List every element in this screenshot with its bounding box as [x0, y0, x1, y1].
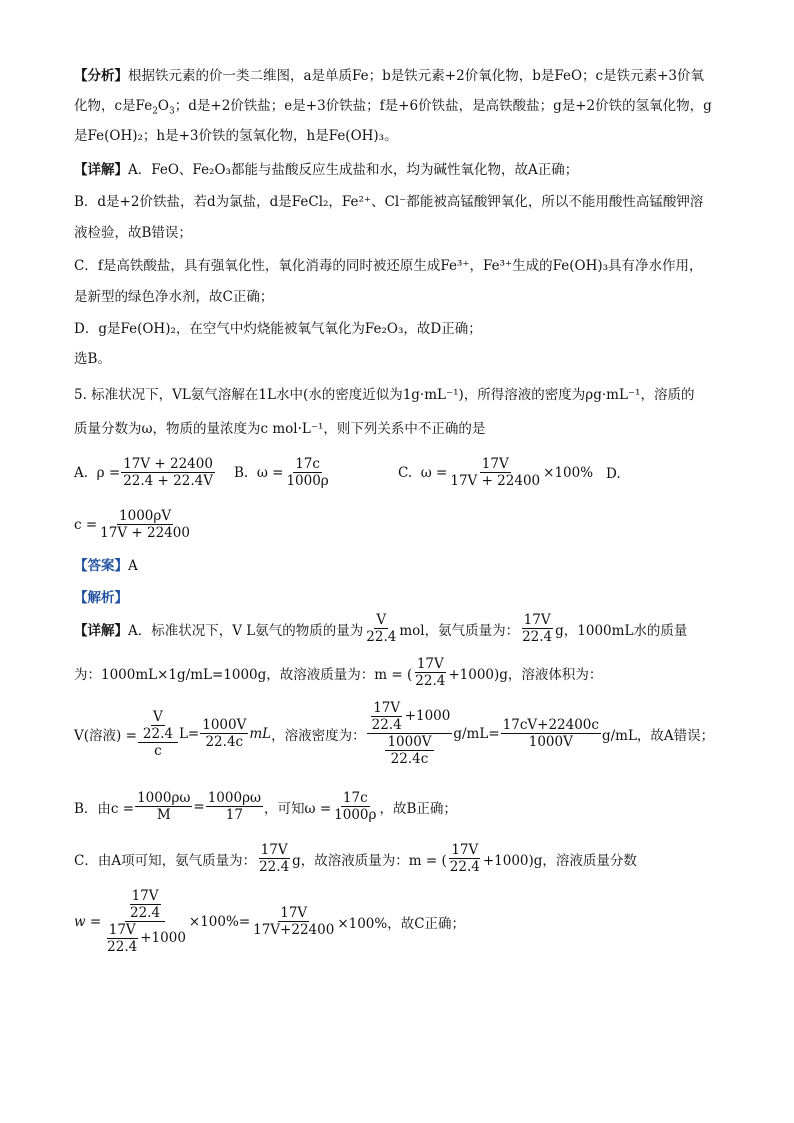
detail1-line-3: 液检验，故B错误；: [74, 225, 192, 241]
detail1-line-4: C．f是高铁酸盐，具有强氧化性，氧化消毒的同时被还原生成Fe³⁺，Fe³⁺生成的Fe(OH)₃具有净水作用，: [74, 258, 703, 274]
analysis-line-3: 是Fe(OH)₂；h是+3价铁的氢氧化物，h是Fe(OH)₃。: [74, 128, 398, 144]
analysis-line-1: 【分析】根据铁元素的价一类二维图，a是单质Fe；b是铁元素+2价氧化物，b是FeO；c是铁元素+3价氧: [74, 68, 704, 84]
question-5-line-2: 质量分数为ω，物质的量浓度为c mol·L⁻¹，则下列关系中不正确的是: [74, 421, 486, 437]
option-d-formula: c = $\frac{1000\rho V}{17V + 22400}$: [74, 508, 190, 541]
detail2-line-c1: C．由A项可知，氨气质量为： $\frac{17V}{22.4}$ g，故溶液质量为：m = ( $\frac{17V}{22.4}$ +1000)g，溶液质量分数: [74, 842, 637, 875]
option-b: B. ω = $\frac{17c}{1000\rho}$: [234, 456, 329, 489]
detail1-line-6: D．g是Fe(OH)₂，在空气中灼烧能被氧气氧化为Fe₂O₃，故D正确；: [74, 321, 482, 337]
detail1-line-2: B．d是+2价铁盐，若d为氯盐，d是FeCl₂，Fe²⁺、Cl⁻都能被高锰酸钾氧化，所以不能用酸性高锰酸钾溶: [74, 194, 704, 210]
detail1-line-5: 是新型的绿色净水剂，故C正确；: [74, 289, 274, 305]
detail1-line-7: 选B。: [74, 351, 111, 367]
option-c: C. ω = $\frac{17V}{17V + 22400}$ ×100%: [398, 456, 594, 489]
analysis2-line: 【解析】: [74, 590, 128, 606]
detail2-line-c2: w = $\frac{17V}{22.4}$ $\frac{17V}{22.4}$ +1000 ×100%= $\frac{17V}{17V+22400}$ ×100%，故C正确；: [74, 888, 466, 955]
detail2-line-a2: 为：1000mL×1g/mL=1000g，故溶液质量为：m = ( $\frac{17V}{22.4}$ +1000)g，溶液体积为：: [74, 656, 603, 689]
option-d-label: D.: [606, 466, 621, 482]
detail2-line-a3: V(溶液) = $\frac{\frac{V}{22.4}}{c}$ L= $\frac{1000V}{22.4c}$ mL ，溶液密度为： $\frac{17V}{22.4}$ +1000 $\frac{1000V}{22.4c}$ g/mL= $\frac{17cV+22400c}{1000V}$ g/mL，故A错误；: [74, 700, 715, 767]
question-5-line-1: 5. 标准状况下，VL氨气溶解在1L水中(水的密度近似为1g·mL⁻¹)，所得溶液的密度为ρg·mL⁻¹，溶质的: [74, 387, 695, 403]
option-a: A. ρ = $\frac{17V + 22400}{22.4 + 22.4V}$: [74, 456, 213, 489]
answer-line: 【答案】A: [74, 558, 138, 574]
detail1-line-1: 【详解】A．FeO、Fe₂O₃都能与盐酸反应生成盐和水，均为碱性氧化物，故A正确；: [74, 162, 579, 178]
detail2-line-b: B．由c = $\frac{1000\rho\omega}{M}$ = $\frac{1000\rho\omega}{17}$ ，可知ω = $\frac{17c}{1000\rho}$ ，故B正确；: [74, 790, 457, 823]
detail2-line-a1: 【详解】 A．标准状况下，V L氨气的物质的量为 $\frac{V}{22.4}$ mol，氨气质量为： $\frac{17V}{22.4}$ g，1000mL水的质量: [74, 612, 688, 645]
analysis-line-2: 化物，c是$Fe_2O_3$；d是+2价铁盐；e是+3价铁盐；f是+6价铁盐，是高铁酸盐；g是+2价铁的氢氧化物，g: [74, 98, 712, 117]
